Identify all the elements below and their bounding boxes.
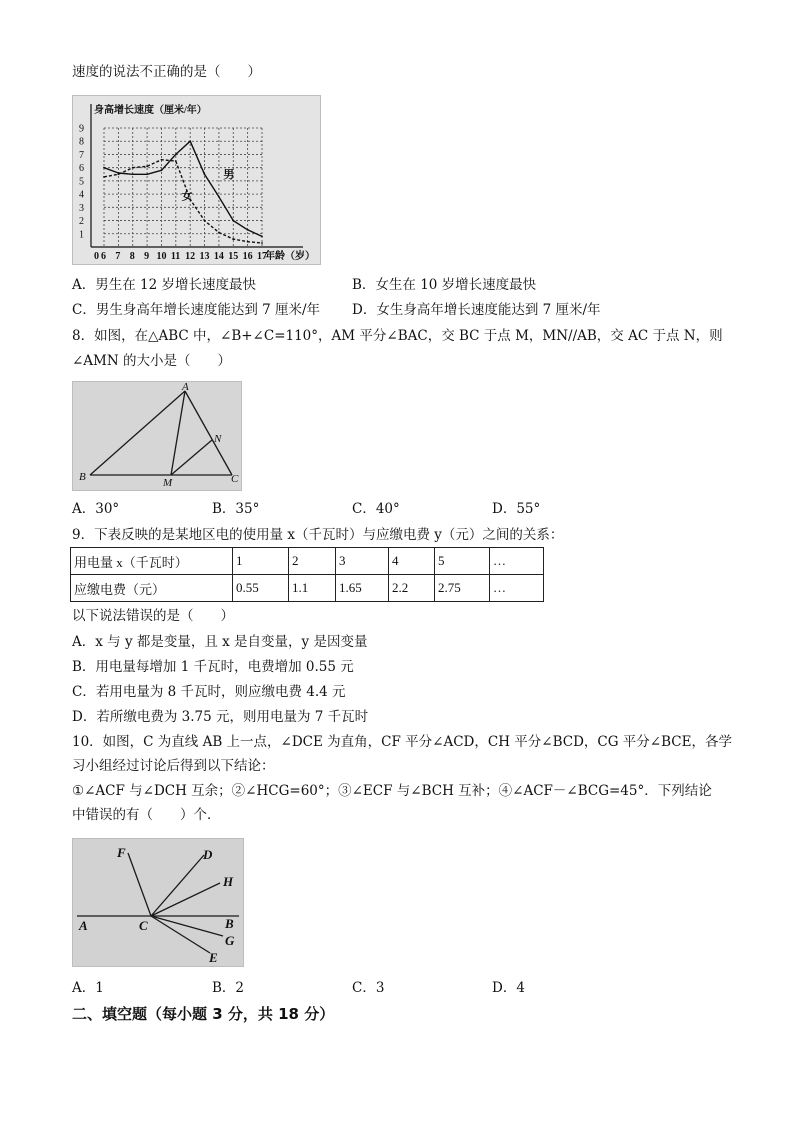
table-cell: 2.75 [435, 575, 490, 602]
ray-ch [151, 883, 220, 916]
label-b: B [225, 916, 234, 931]
q7-option-c[interactable]: C．男生身高年增长速度能达到 7 厘米/年 [72, 302, 321, 318]
ray-ce [151, 916, 210, 953]
data-point [261, 242, 263, 244]
q8-option-b[interactable]: B．35° [212, 501, 260, 517]
table-cell: 3 [336, 548, 389, 575]
section-title: 二、填空题（每小题 3 分，共 18 分） [72, 1005, 335, 1023]
q10-option-b[interactable]: B．2 [212, 980, 245, 996]
segment-am [171, 391, 185, 475]
data-point [161, 169, 163, 171]
data-point [132, 167, 134, 169]
q8-option-d[interactable]: D．55° [492, 501, 541, 517]
table-cell: 1.1 [289, 575, 336, 602]
table-cell: 0.55 [233, 575, 289, 602]
rays-figure-photo [72, 838, 244, 967]
x-tick-label: 12 [185, 251, 196, 262]
label-e: E [209, 950, 218, 965]
chart-title: 身高增长速度（厘米/年） [94, 105, 207, 116]
q10-stem-line2: 习小组经过讨论后得到以下结论： [72, 758, 275, 774]
x-axis-label: 年龄（岁） [265, 251, 315, 262]
x-tick-label: 0 [94, 251, 99, 262]
table-cell: 2 [289, 548, 336, 575]
growth-chart-photo [72, 95, 321, 265]
table-cell: … [490, 575, 544, 602]
table-cell: 2.2 [389, 575, 435, 602]
side-ab [90, 391, 185, 475]
y-tick-label: 7 [79, 149, 84, 161]
table-row [71, 548, 544, 575]
q10-stem-line1: 10．如图，C 为直线 AB 上一点，∠DCE 为直角，CF 平分∠ACD，CH 平分∠BCD，CG 平分∠BCE，各学 [72, 734, 732, 750]
q9-ask: 以下说法错误的是（ ） [72, 608, 234, 624]
q10-stem-line4: 中错误的有（ ）个． [72, 807, 221, 823]
x-tick-label: 15 [228, 251, 239, 262]
q9-option-b[interactable]: B．用电量每增加 1 千瓦时，电费增加 0.55 元 [72, 659, 354, 675]
label-c: C [231, 473, 239, 485]
q9-option-c[interactable]: C．若用电量为 8 千瓦时，则应缴电费 4.4 元 [72, 684, 346, 700]
q9-option-a[interactable]: A．x 与 y 都是变量，且 x 是自变量，y 是因变量 [72, 634, 368, 650]
x-tick-label: 11 [170, 251, 181, 262]
label-f: F [117, 845, 126, 860]
data-point [189, 140, 191, 142]
table-row [71, 575, 544, 602]
x-tick-label: 7 [115, 251, 121, 262]
table-cell: 5 [435, 548, 490, 575]
label-c: C [139, 918, 148, 933]
data-point [103, 167, 105, 169]
q7-stem: 速度的说法不正确的是（ ） [72, 64, 261, 80]
q9-stem: 9．下表反映的是某地区电的使用量 x（千瓦时）与应缴电费 y（元）之间的关系： [72, 527, 564, 543]
table-cell: 1.65 [336, 575, 389, 602]
label-a: A [182, 382, 189, 393]
y-tick-label: 3 [79, 202, 84, 214]
q9-option-d[interactable]: D．若所缴电费为 3.75 元，则用电量为 7 千瓦时 [72, 709, 369, 725]
label-a: A [79, 918, 88, 933]
ray-cf [128, 853, 151, 916]
label-b: B [79, 471, 86, 483]
table-cell: 4 [389, 548, 435, 575]
segment-mn [171, 440, 212, 475]
y-tick-label: 5 [79, 176, 84, 188]
data-point [218, 196, 220, 198]
usage-fee-table [70, 547, 544, 602]
y-tick-label: 9 [79, 123, 84, 135]
data-point [232, 238, 234, 240]
data-point [204, 173, 206, 175]
ray-cg [151, 916, 223, 936]
q8-stem-line1: 8．如图，在△ABC 中，∠B+∠C=110°，AM 平分∠BAC，交 BC 于点 M，MN//AB，交 AC 于点 N，则 [72, 328, 723, 344]
data-point [117, 173, 119, 175]
data-point [261, 236, 263, 238]
label-n: N [214, 433, 222, 445]
ray-cd [151, 855, 204, 916]
data-point [247, 229, 249, 231]
label-h: H [223, 874, 234, 889]
table-cell: 应缴电费（元） [71, 575, 233, 602]
data-point [146, 173, 148, 175]
data-point [175, 160, 177, 162]
triangle-figure [73, 382, 241, 490]
data-point [204, 220, 206, 222]
y-tick-label: 2 [79, 216, 84, 228]
q8-stem-line2: ∠AMN 的大小是（ ） [72, 353, 231, 369]
series-label-boys: 男 [223, 169, 235, 182]
data-point [175, 154, 177, 156]
data-point [103, 176, 105, 178]
x-tick-label: 17 [257, 251, 267, 262]
q10-stem-line3: ①∠ACF 与∠DCH 互余；②∠HCG=60°；③∠ECF 与∠BCH 互补；④∠ACF－∠BCG=45°．下列结论 [72, 783, 712, 799]
y-tick-label: 8 [79, 136, 84, 148]
label-d: D [203, 847, 213, 862]
x-tick-label: 8 [129, 251, 135, 262]
table-cell: … [490, 548, 544, 575]
x-tick-label: 6 [101, 251, 106, 262]
side-ac [185, 391, 232, 475]
data-point [161, 159, 163, 161]
series-line-boys [104, 141, 262, 236]
table-cell: 1 [233, 548, 289, 575]
label-g: G [225, 933, 235, 948]
table-cell: 用电量 x（千瓦时） [71, 548, 233, 575]
y-tick-label: 1 [79, 229, 84, 241]
data-point [146, 165, 148, 167]
x-tick-label: 13 [199, 251, 210, 262]
q7-option-d[interactable]: D．女生身高年增长速度能达到 7 厘米/年 [352, 302, 601, 318]
q10-option-a[interactable]: A．1 [72, 980, 104, 996]
data-point [232, 220, 234, 222]
data-point [218, 232, 220, 234]
x-tick-label: 10 [156, 251, 167, 262]
rays-figure [73, 839, 243, 966]
q8-option-c[interactable]: C．40° [352, 501, 400, 517]
q7-option-b[interactable]: B．女生在 10 岁增长速度最快 [352, 277, 537, 293]
x-tick-label: 14 [213, 251, 224, 262]
x-tick-label: 16 [242, 251, 253, 262]
q7-option-a[interactable]: A．男生在 12 岁增长速度最快 [72, 277, 257, 293]
q10-option-c[interactable]: C．3 [352, 980, 385, 996]
data-point [247, 241, 249, 243]
growth-chart [73, 96, 320, 264]
data-point [132, 173, 134, 175]
series-label-girls: 女 [181, 190, 193, 203]
q8-option-a[interactable]: A．30° [72, 501, 120, 517]
x-tick-label: 9 [144, 251, 150, 262]
q10-option-d[interactable]: D．4 [492, 980, 525, 996]
triangle-figure-photo [72, 381, 242, 491]
y-tick-label: 4 [79, 189, 84, 201]
y-tick-label: 6 [79, 163, 84, 175]
label-m: M [163, 477, 173, 489]
